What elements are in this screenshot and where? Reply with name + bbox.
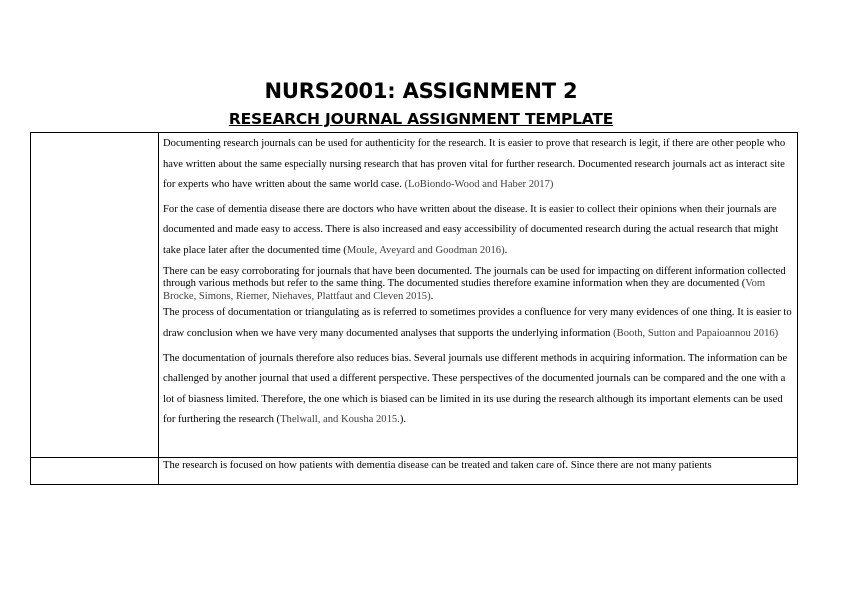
paragraph: The process of documentation or triangulating as is referred to sometimes provides a confluence for very many evidences of one thing. It is easier to draw conclusion when we have very many documented analyses that supports the underlying information (Booth, Sutton and Papaioannou 2016) bbox=[163, 307, 792, 339]
table-cell-content[interactable] bbox=[159, 458, 798, 485]
citation: Thelwall, and Kousha 2015. bbox=[280, 414, 400, 426]
paragraph: The documentation of journals therefore also reduces bias. Several journals use different methods in acquiring information. The information can be challenged by another journal that used a different perspective. These perspectives of the documented journals can be compared and the one with a lot of biasness limited. Therefore, the one which is biased can be limited in its use during the research although its important elements can be used for furthering the research (Thelwall, and Kousha 2015.). bbox=[163, 352, 788, 426]
citation: (Booth, Sutton and Papaioannou 2016) bbox=[613, 327, 779, 339]
table-cell-left[interactable] bbox=[31, 458, 159, 485]
journal-table bbox=[30, 132, 798, 485]
page-title: NURS2001: ASSIGNMENT 2 bbox=[264, 79, 578, 103]
paragraph: The research is focused on how patients with dementia disease can be treated and taken care of. Since there are not many patients bbox=[163, 460, 712, 471]
citation: Vom Brocke, Simons, Riemer, Niehaves, Plattfaut and Cleven 2015) bbox=[163, 278, 766, 302]
citation: Moule, Aveyard and Goodman 2016) bbox=[346, 244, 505, 256]
table-cell-left[interactable] bbox=[31, 133, 159, 458]
citation: (LoBiondo-Wood and Haber 2017) bbox=[404, 179, 554, 191]
paragraph: There can be easy corroborating for journals that have been documented. The journals can be used for impacting on different information collected through various methods but refer to the same thing. The documented studies therefore examine information when they are documented (Vom Brocke, Simons, Riemer, Niehaves, Plattfaut and Cleven 2015). bbox=[163, 265, 786, 302]
paragraph: For the case of dementia disease there are doctors who have written about the disease. It is easier to collect their opinions when their journals are documented and made easy to access. There is also increased and easy accessibility of documented research during the actual research that might take place later after the documented time (Moule, Aveyard and Goodman 2016). bbox=[163, 203, 779, 256]
table-cell-content[interactable] bbox=[159, 133, 798, 458]
table-row bbox=[31, 458, 798, 485]
table-row bbox=[31, 133, 798, 458]
page-subtitle: RESEARCH JOURNAL ASSIGNMENT TEMPLATE bbox=[228, 110, 614, 128]
paragraph: Documenting research journals can be used for authenticity for the research. It is easier to prove that research is legit, if there are other people who have written about the same especially nursing research that has proven vital for further research. Documented research journals act as interact site for experts who have written about the same world case. (LoBiondo-Wood and Haber 2017) bbox=[163, 138, 786, 191]
